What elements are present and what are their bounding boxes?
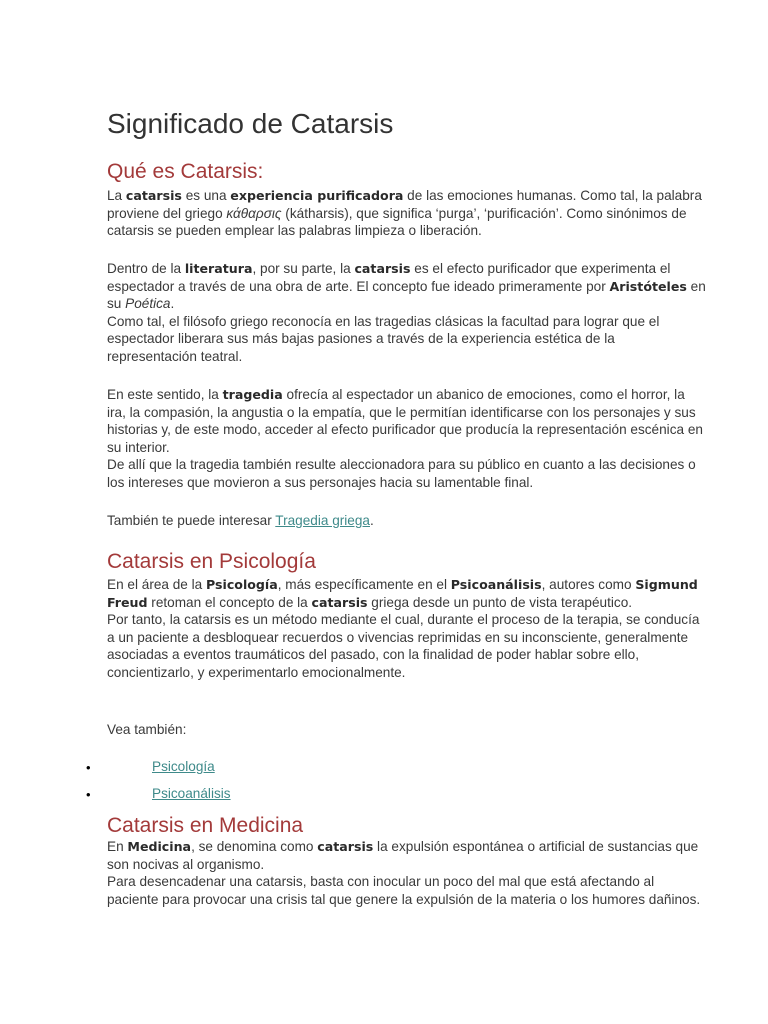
bullet-icon: • <box>86 787 91 802</box>
bullet-icon: • <box>86 760 91 775</box>
paragraph: En este sentido, la tragedia ofrecía al espectador un abanico de emociones, como el horror, la ira, la compasión, la angustia o la empatía, que le permitían identificarse con los personajes y sus historias y, de este modo, acceder al efecto purificador que producía la representación escénica en su interior. De allí que la tragedia también resulte aleccionadora para su público en cuanto a las decisiones o los intereses que movieron a sus personajes hacia su lamentable final. <box>107 387 703 490</box>
paragraph: Dentro de la literatura, por su parte, la catarsis es el efecto purificador que experimenta el espectador a través de una obra de arte. El concepto fue ideado primeramente por Aristóteles en su Poética. Como tal, el filósofo griego reconocía en las tragedias clásicas la facultad para lograr que el espectador liberara sus más bajas pasiones a través de la experiencia estética de la representación teatral. <box>107 261 706 364</box>
link-tragedia-griega[interactable]: Tragedia griega <box>275 513 370 528</box>
section-heading-psicologia: Catarsis en Psicología <box>107 550 316 573</box>
link-psicoanalisis[interactable]: Psicoanálisis <box>152 786 231 801</box>
see-also-label: Vea también: <box>107 722 187 737</box>
paragraph: En el área de la Psicología, más específicamente en el Psicoanálisis, autores como Sigmund Freud retoman el concepto de la catarsis griega desde un punto de vista terapéutico. Por tanto, la catarsis es un método mediante el cual, durante el proceso de la terapia, se conducía a un paciente a desbloquear recuerdos o vivencias reprimidas en su inconsciente, generalmente asociadas a eventos traumáticos del pasado, con la finalidad de poder hablar sobre ello, concientizarlo, y experimentarlo emocionalmente. <box>107 577 700 680</box>
section-heading-que-es: Qué es Catarsis: <box>107 160 264 183</box>
section-heading-medicina: Catarsis en Medicina <box>107 814 304 837</box>
link-psicologia[interactable]: Psicología <box>152 759 215 774</box>
paragraph: También te puede interesar Tragedia griega. <box>107 513 374 528</box>
page-title: Significado de Catarsis <box>107 108 394 139</box>
paragraph: La catarsis es una experiencia purificadora de las emociones humanas. Como tal, la palabra proviene del griego κάθαρσις (kátharsis), que significa ‘purga’, ‘purificación’. Como sinónimos de catarsis se pueden emplear las palabras limpieza o liberación. <box>107 188 702 239</box>
paragraph: En Medicina, se denomina como catarsis la expulsión espontánea o artificial de sustancias que son nocivas al organismo. Para desencadenar una catarsis, basta con inocular un poco del mal que está afectando al paciente para provocar una crisis tal que genere la expulsión de la materia o los humores dañinos. <box>107 839 701 907</box>
